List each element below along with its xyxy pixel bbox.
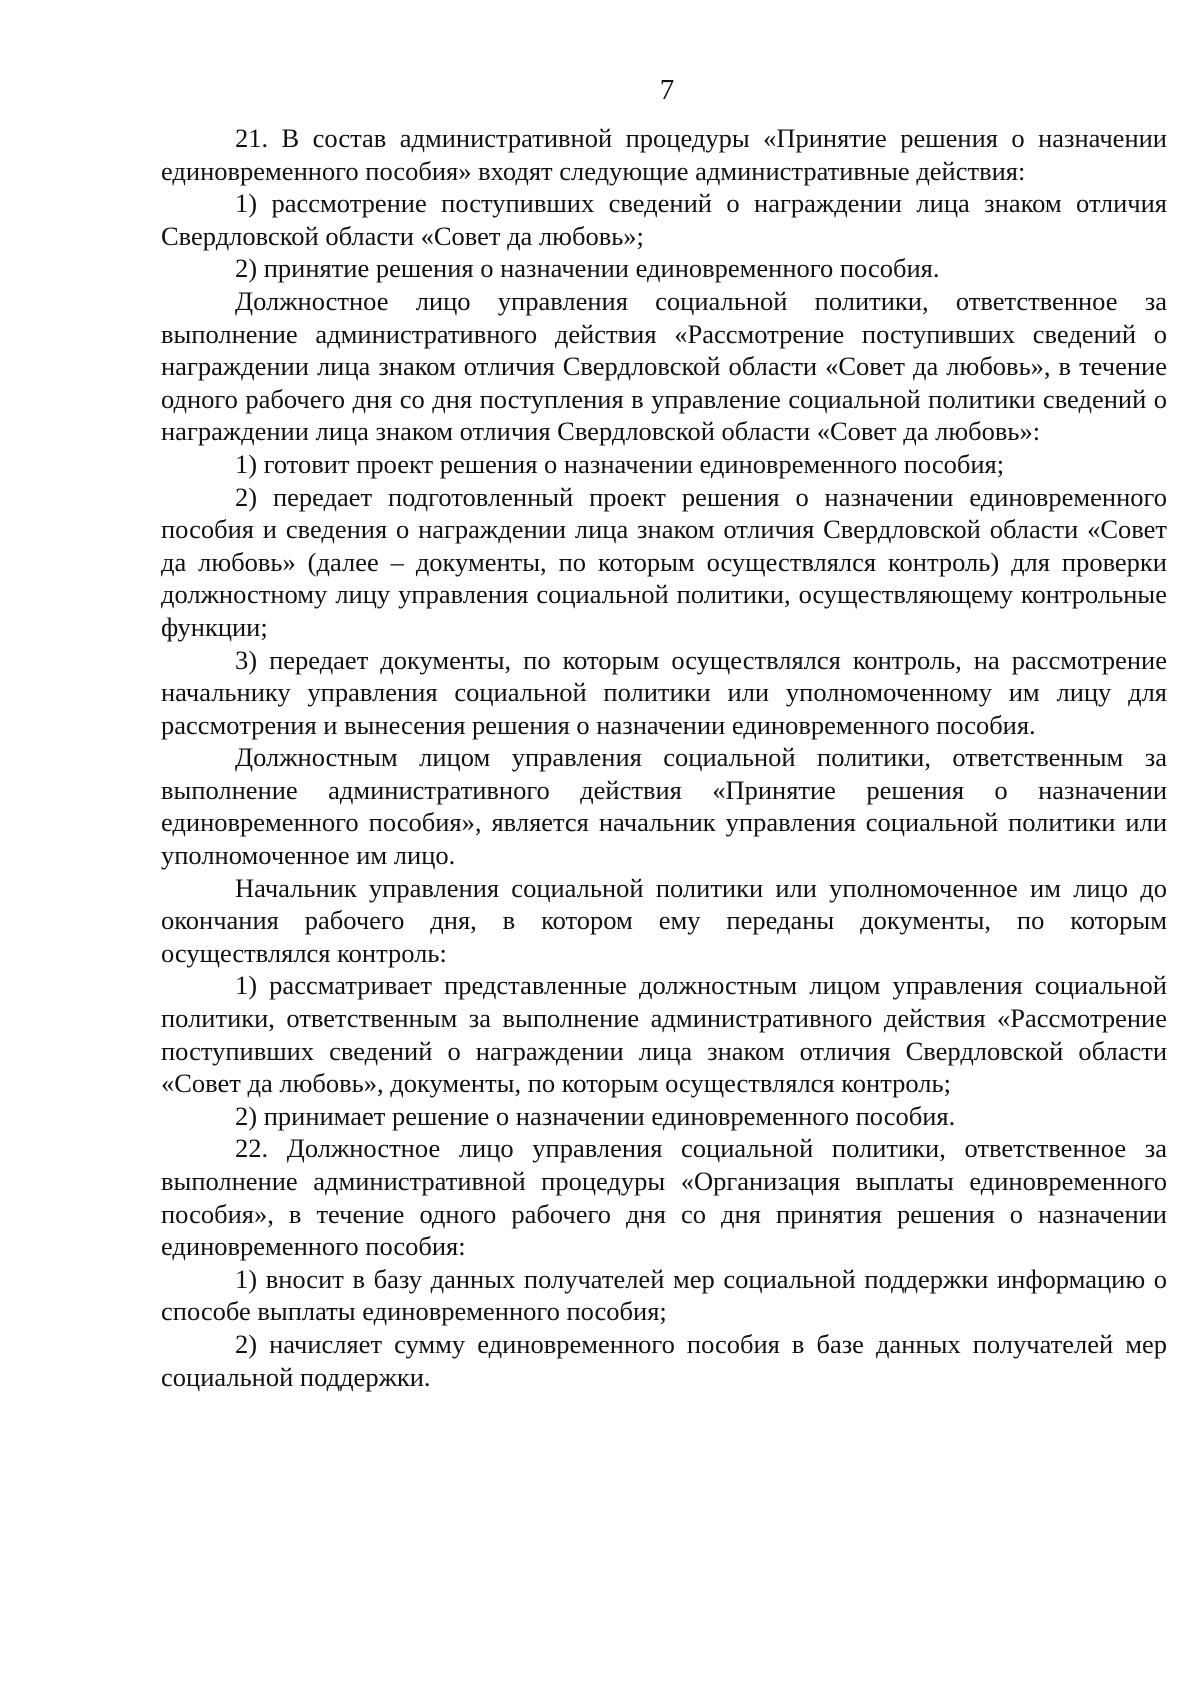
paragraph-22-item-1: 1) вносит в базу данных получателей мер социальной поддержки информацию о способе выплаты единовременного пособия; — [161, 1263, 1167, 1327]
document-body — [161, 122, 1167, 1393]
paragraph-22-intro: 22. Должностное лицо управления социальной политики, ответственное за выполнение административной процедуры «Организация выплаты единовременного пособия», в течение одного рабочего дня со дня принятия решения о назначении единовременного пособия: — [161, 1133, 1167, 1262]
paragraph-21-item-2: 2) принятие решения о назначении единовременного пособия. — [235, 253, 940, 284]
paragraph-21-intro: 21. В состав административной процедуры «Принятие решения о назначении единовременного пособия» входят следующие административные действия: — [161, 123, 1167, 186]
page-number: 7 — [659, 74, 675, 106]
paragraph-official-item-2: 2) передает подготовленный проект решения о назначении единовременного пособия и сведения о награждении лица знаком отличия Свердловской области «Совет да любовь» (далее – документы, по которым осуществлялся контроль) для проверки должностному лицу управления социальной политики, осуществляющему контрольные функции; — [161, 481, 1167, 642]
paragraph-head-item-1: 1) рассматривает представленные должностным лицом управления социальной политики, ответственным за выполнение административного действия «Рассмотрение поступивших сведений о награждении лица знаком отличия Свердловской области «Совет да любовь», документы, по которым осуществлялся контроль; — [161, 970, 1167, 1099]
paragraph-official-item-1: 1) готовит проект решения о назначении единовременного пособия; — [235, 448, 1005, 479]
paragraph-head-deadline: Начальник управления социальной политики или уполномоченное им лицо до окончания рабочего дня, в котором ему переданы документы, по которым осуществлялся контроль: — [161, 872, 1167, 968]
paragraph-responsible-official: Должностное лицо управления социальной политики, ответственное за выполнение административного действия «Рассмотрение поступивших сведений о награждении лица знаком отличия Свердловской области «Совет да любовь», в течение одного рабочего дня со дня поступления в управление социальной политики сведений о награждении лица знаком отличия Свердловской области «Совет да любовь»: — [161, 285, 1167, 447]
paragraph-head-item-2: 2) принимает решение о назначении единовременного пособия. — [235, 1100, 956, 1131]
paragraph-21-item-1: 1) рассмотрение поступивших сведений о награждении лица знаком отличия Свердловской области «Совет да любовь»; — [161, 188, 1167, 251]
paragraph-22-item-2: 2) начисляет сумму единовременного пособия в базе данных получателей мер социальной поддержки. — [161, 1328, 1167, 1392]
paragraph-responsible-head: Должностным лицом управления социальной политики, ответственным за выполнение административного действия «Принятие решения о назначении единовременного пособия», является начальник управления социальной политики или уполномоченное им лицо. — [161, 742, 1167, 871]
paragraph-official-item-3: 3) передает документы, по которым осуществлялся контроль, на рассмотрение начальнику управления социальной политики или уполномоченному им лицу для рассмотрения и вынесения решения о назначении единовременного пособия. — [161, 644, 1167, 740]
